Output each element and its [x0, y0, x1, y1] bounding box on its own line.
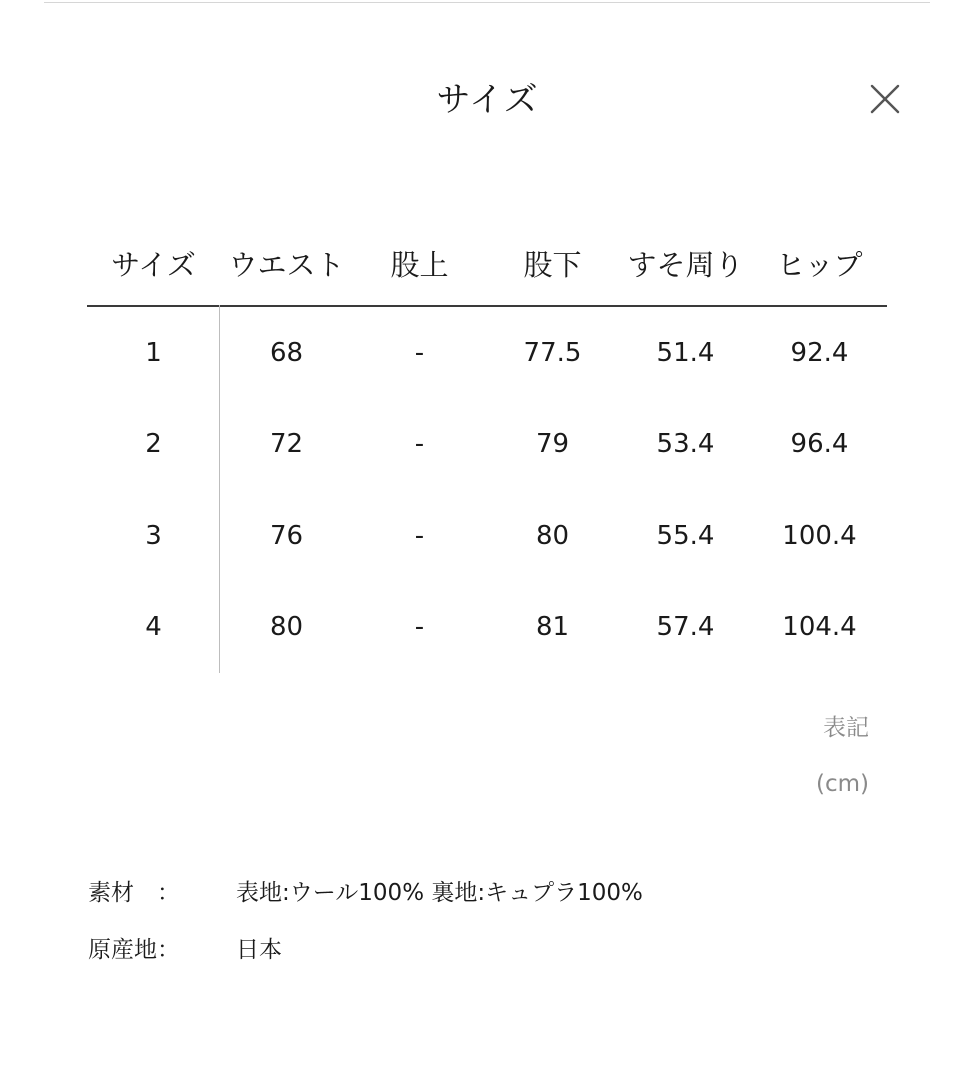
origin-value: 日本 — [236, 937, 282, 963]
material-row — [88, 862, 643, 919]
cell-hem-width: 57.4 — [656, 612, 715, 643]
table-row — [87, 582, 887, 674]
cell-waist: 72 — [269, 429, 304, 460]
cell-hip: 92.4 — [790, 337, 849, 368]
cell-hip: 100.4 — [782, 520, 857, 551]
cell-inseam: 80 — [535, 520, 570, 551]
top-divider — [44, 2, 930, 3]
material-value: 表地:ウール100% 裏地:キュプラ100% — [236, 880, 643, 906]
cell-size: 3 — [145, 520, 162, 551]
measurement-note — [816, 700, 869, 812]
table-row — [87, 399, 887, 491]
product-details — [88, 862, 643, 976]
cell-size: 4 — [145, 612, 162, 643]
header-hem-width: すそ周り — [627, 248, 744, 282]
cell-waist: 68 — [269, 337, 304, 368]
cell-waist: 80 — [269, 612, 304, 643]
close-button[interactable] — [866, 80, 904, 118]
cell-hip: 96.4 — [790, 429, 849, 460]
cell-inseam: 77.5 — [523, 337, 582, 368]
origin-label: 原産地： — [88, 937, 180, 963]
size-table-header — [87, 222, 887, 307]
cell-hip: 104.4 — [782, 612, 857, 643]
cell-size: 2 — [145, 429, 162, 460]
column-divider — [219, 305, 220, 673]
cell-rise: - — [414, 337, 425, 368]
header-rise: 股上 — [390, 248, 449, 282]
header-size: サイズ — [111, 248, 196, 282]
cell-hem-width: 51.4 — [656, 337, 715, 368]
cell-waist: 76 — [269, 520, 304, 551]
table-row — [87, 490, 887, 582]
cell-rise: - — [414, 612, 425, 643]
header-inseam: 股下 — [523, 248, 582, 282]
table-row — [87, 307, 887, 399]
material-label: 素材 ： — [88, 880, 180, 906]
cell-size: 1 — [145, 337, 162, 368]
cell-inseam: 79 — [535, 429, 570, 460]
close-icon — [866, 80, 904, 118]
header-waist: ウエスト — [228, 248, 345, 282]
unit-note: (cm) — [816, 771, 869, 797]
size-table-body — [87, 307, 887, 673]
cell-rise: - — [414, 429, 425, 460]
size-table — [87, 222, 887, 673]
modal-title: サイズ — [436, 80, 539, 120]
cell-inseam: 81 — [535, 612, 570, 643]
cell-hem-width: 55.4 — [656, 520, 715, 551]
origin-row — [88, 919, 643, 976]
cell-rise: - — [414, 520, 425, 551]
label-type-note: 表記 — [823, 715, 869, 741]
header-hip: ヒップ — [776, 248, 863, 282]
cell-hem-width: 53.4 — [656, 429, 715, 460]
